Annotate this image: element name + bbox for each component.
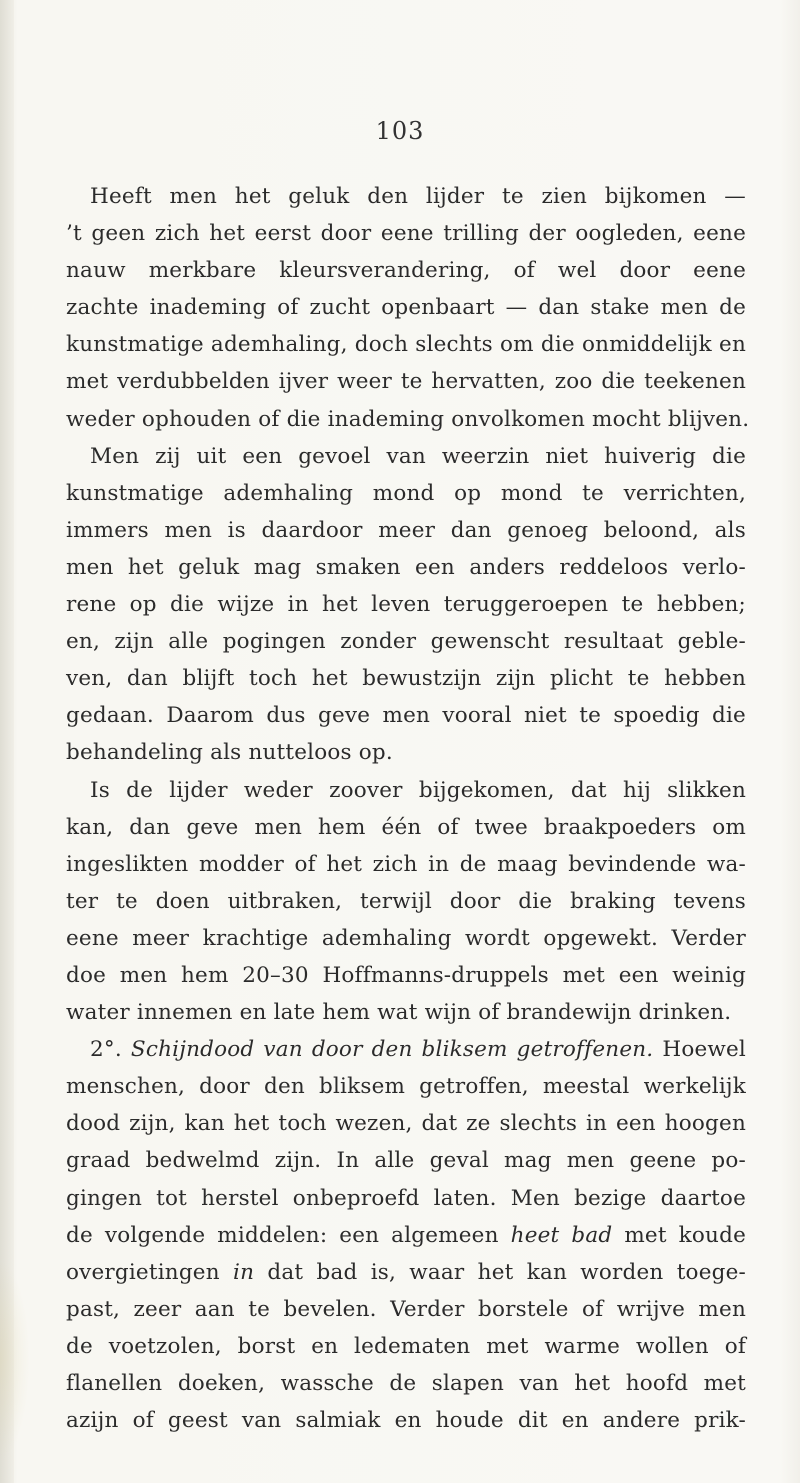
text-line: dood zijn, kan het toch wezen, dat ze slechts in een hoogen	[66, 1111, 746, 1137]
text-line: Is de lijder weder zoover bijgekomen, dat hij slikken	[90, 777, 746, 803]
text-line: behandeling als nutteloos op.	[66, 740, 393, 766]
italic-phrase: in	[233, 1259, 255, 1285]
text-line: water innemen en late hem wat wijn of brandewijn drinken.	[66, 1000, 732, 1026]
text-line: past, zeer aan te bevelen. Verder borstele of wrijve men	[66, 1296, 746, 1322]
text-line: en, zijn alle pogingen zonder gewenscht resultaat geble-	[66, 629, 746, 655]
text-line: nauw merkbare kleursverandering, of wel door eene	[66, 258, 746, 284]
text-line: gedaan. Daarom dus geve men vooral niet te spoedig die	[66, 703, 746, 729]
text-line: doe men hem 20–30 Hoffmanns-druppels met een weinig	[66, 962, 746, 988]
text-line: kunstmatige ademhaling mond op mond te verrichten,	[66, 480, 746, 506]
text-line-prefix: overgietingen	[66, 1259, 234, 1285]
text-line: kunstmatige ademhaling, doch slechts om die onmiddelijk en	[66, 332, 746, 358]
text-line: gingen tot herstel onbeproefd laten. Men bezige daartoe	[66, 1185, 746, 1211]
text-line: flanellen doeken, wassche de slapen van het hoofd met	[66, 1371, 746, 1396]
text-line: ven, dan blijft toch het bewustzijn zijn plicht te hebben	[66, 666, 746, 692]
italic-phrase: heet bad	[510, 1222, 613, 1248]
text-line: weder ophouden of die inademing onvolkomen mocht blijven.	[66, 406, 750, 432]
text-line	[66, 1217, 746, 1254]
text-line: Heeft men het geluk den lijder te zien bijkomen —	[90, 184, 746, 209]
text-line: met verdubbelden ijver weer te hervatten, zoo die teekenen	[66, 369, 746, 395]
text-line: Men zij uit een gevoel van weerzin niet huiverig die	[90, 443, 746, 469]
text-line: eene meer krachtige ademhaling wordt opgewekt. Verder	[66, 925, 746, 951]
text-line: de voetzolen, borst en ledematen met warme wollen of	[66, 1333, 746, 1359]
paper-stain	[0, 1260, 30, 1460]
text-line: azijn of geest van salmiak en houde dit en andere prik-	[66, 1408, 746, 1434]
text-line: men het geluk mag smaken een anders reddeloos verlo-	[66, 554, 746, 580]
text-line-suffix: Hoewel	[653, 1037, 746, 1063]
text-line-prefix: de volgende middelen: een algemeen	[66, 1222, 511, 1248]
text-line: menschen, door den bliksem getroffen, meestal werkelijk	[66, 1074, 746, 1100]
italic-phrase: Schijndood van door den bliksem getroffenen.	[130, 1037, 654, 1063]
body-text	[66, 178, 750, 1439]
text-line: ingeslikten modder of het zich in de maag bevindende wa-	[66, 851, 746, 877]
text-line	[66, 1031, 746, 1068]
page-number: 103	[375, 117, 425, 145]
text-line-prefix: 2°.	[90, 1037, 131, 1063]
text-line: ’t geen zich het eerst door eene trilling der oogleden, eene	[66, 221, 746, 247]
text-line-suffix: dat bad is, waar het kan worden toege-	[254, 1259, 746, 1285]
text-line: graad bedwelmd zijn. In alle geval mag men geene po-	[66, 1148, 746, 1174]
text-line: zachte inademing of zucht openbaart — dan stake men de	[66, 295, 746, 321]
text-line-suffix: met koude	[612, 1222, 746, 1248]
text-line: rene op die wijze in het leven teruggeroepen te hebben;	[66, 592, 746, 618]
text-line	[66, 1254, 746, 1291]
text-line: kan, dan geve men hem één of twee braakpoeders om	[66, 814, 746, 840]
text-line: immers men is daardoor meer dan genoeg beloond, als	[66, 517, 746, 543]
text-line: ter te doen uitbraken, terwijl door die braking tevens	[66, 888, 746, 914]
